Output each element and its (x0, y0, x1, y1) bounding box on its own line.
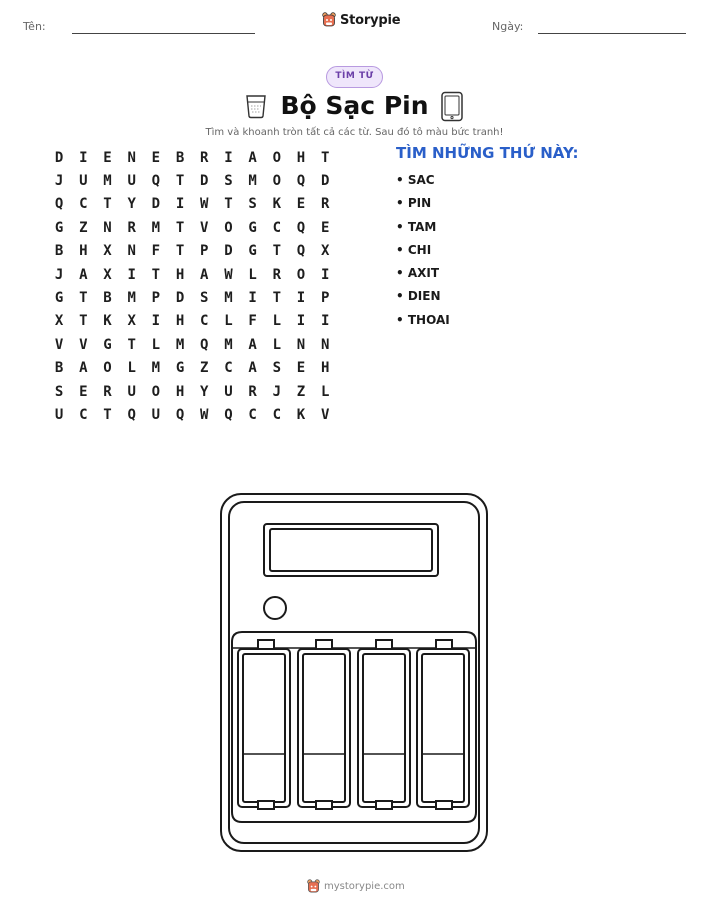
grid-letter[interactable]: X (103, 243, 112, 260)
grid-letter[interactable]: Q (175, 406, 185, 423)
grid-letter[interactable]: W (200, 196, 209, 213)
grid-letter[interactable]: M (151, 219, 161, 236)
grid-letter[interactable]: N (296, 336, 306, 353)
grid-letter[interactable]: P (151, 290, 161, 307)
grid-letter[interactable]: T (175, 243, 185, 260)
grid-letter[interactable]: E (320, 219, 330, 236)
grid-letter[interactable]: I (224, 149, 233, 166)
grid-letter[interactable]: A (248, 149, 257, 166)
grid-letter[interactable]: T (103, 406, 112, 423)
grid-letter[interactable]: Q (224, 406, 233, 423)
grid-letter[interactable]: Q (54, 196, 64, 213)
grid-letter[interactable]: B (54, 360, 64, 377)
grid-letter[interactable]: P (320, 290, 330, 307)
grid-letter[interactable]: O (151, 383, 161, 400)
grid-letter[interactable]: Y (200, 383, 209, 400)
grid-letter[interactable]: M (175, 336, 185, 353)
grid-letter[interactable]: H (175, 313, 185, 330)
grid-letter[interactable]: R (248, 383, 257, 400)
grid-letter[interactable]: U (54, 406, 64, 423)
grid-letter[interactable]: D (224, 243, 233, 260)
grid-letter[interactable]: W (224, 266, 233, 283)
grid-letter[interactable]: C (79, 406, 88, 423)
tablet-icon (440, 91, 464, 122)
grid-letter[interactable]: G (248, 219, 257, 236)
grid-letter[interactable]: R (103, 383, 112, 400)
grid-letter[interactable]: O (296, 266, 306, 283)
grid-letter[interactable]: D (200, 173, 209, 190)
grid-letter[interactable]: G (103, 336, 112, 353)
word-list (396, 170, 450, 333)
grid-letter[interactable]: N (320, 336, 330, 353)
grid-letter[interactable]: D (151, 196, 161, 213)
word-item: • AXIT (396, 266, 440, 281)
word-item: • THOAI (396, 312, 450, 327)
grid-letter[interactable]: S (272, 360, 281, 377)
grid-letter[interactable]: G (54, 219, 64, 236)
grid-letter[interactable]: D (175, 290, 185, 307)
grid-letter[interactable]: B (54, 243, 64, 260)
brand-name: Storypie (340, 12, 401, 28)
grid-row (47, 263, 337, 286)
grid-letter[interactable]: H (296, 149, 306, 166)
grid-row (47, 193, 337, 216)
grid-letter[interactable]: C (248, 406, 257, 423)
grid-letter[interactable]: Y (127, 196, 136, 213)
activity-badge: TÌM TỪ (326, 66, 383, 88)
grid-letter[interactable]: J (54, 266, 64, 283)
grid-letter[interactable]: J (54, 173, 64, 190)
grid-letter[interactable]: L (248, 266, 257, 283)
grid-letter[interactable]: S (200, 290, 209, 307)
grid-letter[interactable]: F (151, 243, 161, 260)
grid-letter[interactable]: C (79, 196, 88, 213)
battery-slot (238, 640, 290, 809)
grid-letter[interactable]: R (200, 149, 209, 166)
grid-letter[interactable]: H (175, 266, 185, 283)
grid-letter[interactable]: D (54, 149, 64, 166)
word-item: • CHI (396, 242, 432, 257)
power-button (264, 597, 286, 619)
grid-letter[interactable]: T (272, 243, 281, 260)
grid-letter[interactable]: I (127, 266, 136, 283)
grid-letter[interactable]: O (224, 219, 233, 236)
grid-letter[interactable]: E (79, 383, 88, 400)
grid-letter[interactable]: X (320, 243, 330, 260)
grid-letter[interactable]: R (272, 266, 281, 283)
grid-letter[interactable]: S (224, 173, 233, 190)
grid-letter[interactable]: S (248, 196, 257, 213)
grid-letter[interactable]: E (296, 196, 306, 213)
grid-letter[interactable]: K (272, 196, 281, 213)
grid-letter[interactable]: G (175, 360, 185, 377)
grid-row (47, 380, 337, 403)
grid-letter[interactable]: Q (151, 173, 161, 190)
grid-letter[interactable]: G (54, 290, 64, 307)
grid-letter[interactable]: L (151, 336, 161, 353)
word-item: • DIEN (396, 289, 441, 304)
grid-letter[interactable]: M (248, 173, 257, 190)
grid-letter[interactable]: T (320, 149, 330, 166)
grid-row (47, 286, 337, 309)
grid-letter[interactable]: D (320, 173, 330, 190)
name-label: Tên: (23, 20, 46, 33)
grid-letter[interactable]: L (320, 383, 330, 400)
grid-letter[interactable]: U (127, 173, 136, 190)
battery-slot (417, 640, 469, 809)
word-item: • SAC (396, 173, 435, 187)
grid-letter[interactable]: G (248, 243, 257, 260)
grid-letter[interactable]: I (296, 290, 306, 307)
grid-letter[interactable]: I (151, 313, 161, 330)
grid-letter[interactable]: X (103, 266, 112, 283)
word-search-grid[interactable] (47, 146, 337, 427)
grid-letter[interactable]: B (103, 290, 112, 307)
charger-display-inner (270, 529, 432, 571)
grid-letter[interactable]: Z (200, 360, 209, 377)
grid-letter[interactable]: M (224, 336, 233, 353)
grid-letter[interactable]: J (272, 383, 281, 400)
grid-letter[interactable]: V (54, 336, 64, 353)
grid-letter[interactable]: E (296, 360, 306, 377)
grid-letter[interactable]: Q (127, 406, 136, 423)
grid-letter[interactable]: C (200, 313, 209, 330)
footer (307, 879, 405, 894)
grid-letter[interactable]: U (224, 383, 233, 400)
grid-letter[interactable]: N (103, 219, 112, 236)
word-item: • TAM (396, 219, 437, 234)
grid-letter[interactable]: K (296, 406, 306, 423)
grid-letter[interactable]: M (127, 290, 136, 307)
page-title: Bộ Sạc Pin (280, 91, 429, 120)
grid-letter[interactable]: T (175, 173, 185, 190)
grid-letter[interactable]: T (127, 336, 136, 353)
grid-row (47, 240, 337, 263)
grid-letter[interactable]: V (200, 219, 209, 236)
grid-letter[interactable]: T (79, 313, 88, 330)
storypie-logo-icon (322, 12, 336, 28)
grid-letter[interactable]: M (224, 290, 233, 307)
grid-letter[interactable]: A (79, 266, 88, 283)
footer-url[interactable]: mystorypie.com (324, 881, 405, 892)
grid-row (47, 310, 337, 333)
grid-letter[interactable]: I (320, 266, 330, 283)
grid-letter[interactable]: X (54, 313, 64, 330)
grid-letter[interactable]: T (175, 219, 185, 236)
grid-letter[interactable]: C (272, 406, 281, 423)
grid-letter[interactable]: V (320, 406, 330, 423)
grid-letter[interactable]: T (224, 196, 233, 213)
grid-letter[interactable]: H (320, 360, 330, 377)
grid-letter[interactable]: K (103, 313, 112, 330)
grid-row (47, 146, 337, 169)
storypie-logo-icon (307, 879, 320, 894)
grid-letter[interactable]: A (79, 360, 88, 377)
brand-logo (322, 12, 400, 28)
date-label: Ngày: (492, 20, 524, 33)
grid-letter[interactable]: O (272, 149, 281, 166)
instructions: Tìm và khoanh tròn tất cả các từ. Sau đó tô màu bức tranh! (205, 127, 504, 138)
grid-letter[interactable]: E (151, 149, 161, 166)
grid-letter[interactable]: O (103, 360, 112, 377)
grid-letter[interactable]: M (103, 173, 112, 190)
battery-charger-illustration[interactable] (218, 492, 490, 854)
find-heading: TÌM NHỮNG THỨ NÀY: (396, 144, 579, 162)
grid-letter[interactable]: W (200, 406, 209, 423)
grid-letter[interactable]: H (175, 383, 185, 400)
grid-letter[interactable]: M (151, 360, 161, 377)
grid-letter[interactable]: Z (296, 383, 306, 400)
grid-letter[interactable]: R (127, 219, 136, 236)
grid-letter[interactable]: I (175, 196, 185, 213)
grid-letter[interactable]: T (151, 266, 161, 283)
grid-letter[interactable]: A (200, 266, 209, 283)
grid-letter[interactable]: O (272, 173, 281, 190)
grid-letter[interactable]: E (103, 149, 112, 166)
grid-letter[interactable]: N (127, 149, 136, 166)
grid-letter[interactable]: S (54, 383, 64, 400)
grid-letter[interactable]: X (127, 313, 136, 330)
grid-letter[interactable]: Q (296, 243, 306, 260)
grid-letter[interactable]: I (320, 313, 330, 330)
grid-letter[interactable]: P (200, 243, 209, 260)
grid-letter[interactable]: U (151, 406, 161, 423)
grid-letter[interactable]: Q (200, 336, 209, 353)
grid-letter[interactable]: A (248, 336, 257, 353)
grid-letter[interactable]: L (272, 313, 281, 330)
grid-letter[interactable]: C (272, 219, 281, 236)
grid-letter[interactable]: L (224, 313, 233, 330)
word-item: • PIN (396, 196, 432, 211)
grid-letter[interactable]: U (79, 173, 88, 190)
grid-row (47, 403, 337, 426)
grid-letter[interactable]: H (79, 243, 88, 260)
grid-letter[interactable]: R (320, 196, 330, 213)
grid-letter[interactable]: T (79, 290, 88, 307)
grid-letter[interactable]: I (296, 313, 306, 330)
grid-letter[interactable]: L (127, 360, 136, 377)
grid-letter[interactable]: T (272, 290, 281, 307)
grid-letter[interactable]: A (248, 360, 257, 377)
grid-letter[interactable]: B (175, 149, 185, 166)
grid-letter[interactable]: L (272, 336, 281, 353)
grid-row (47, 357, 337, 380)
grid-letter[interactable]: C (224, 360, 233, 377)
grid-letter[interactable]: I (79, 149, 88, 166)
grid-row (47, 169, 337, 192)
battery-slot (298, 640, 350, 809)
date-line[interactable] (538, 33, 686, 34)
grid-letter[interactable]: N (127, 243, 136, 260)
grid-letter[interactable]: Q (296, 173, 306, 190)
grid-letter[interactable]: I (248, 290, 257, 307)
battery-slot (358, 640, 410, 809)
grid-letter[interactable]: Z (79, 219, 88, 236)
grid-letter[interactable]: V (79, 336, 88, 353)
grid-letter[interactable]: F (248, 313, 257, 330)
grid-letter[interactable]: T (103, 196, 112, 213)
grid-letter[interactable]: U (127, 383, 136, 400)
grid-letter[interactable]: Q (296, 219, 306, 236)
grid-row (47, 333, 337, 356)
grid-row (47, 216, 337, 239)
name-line[interactable] (72, 33, 255, 34)
